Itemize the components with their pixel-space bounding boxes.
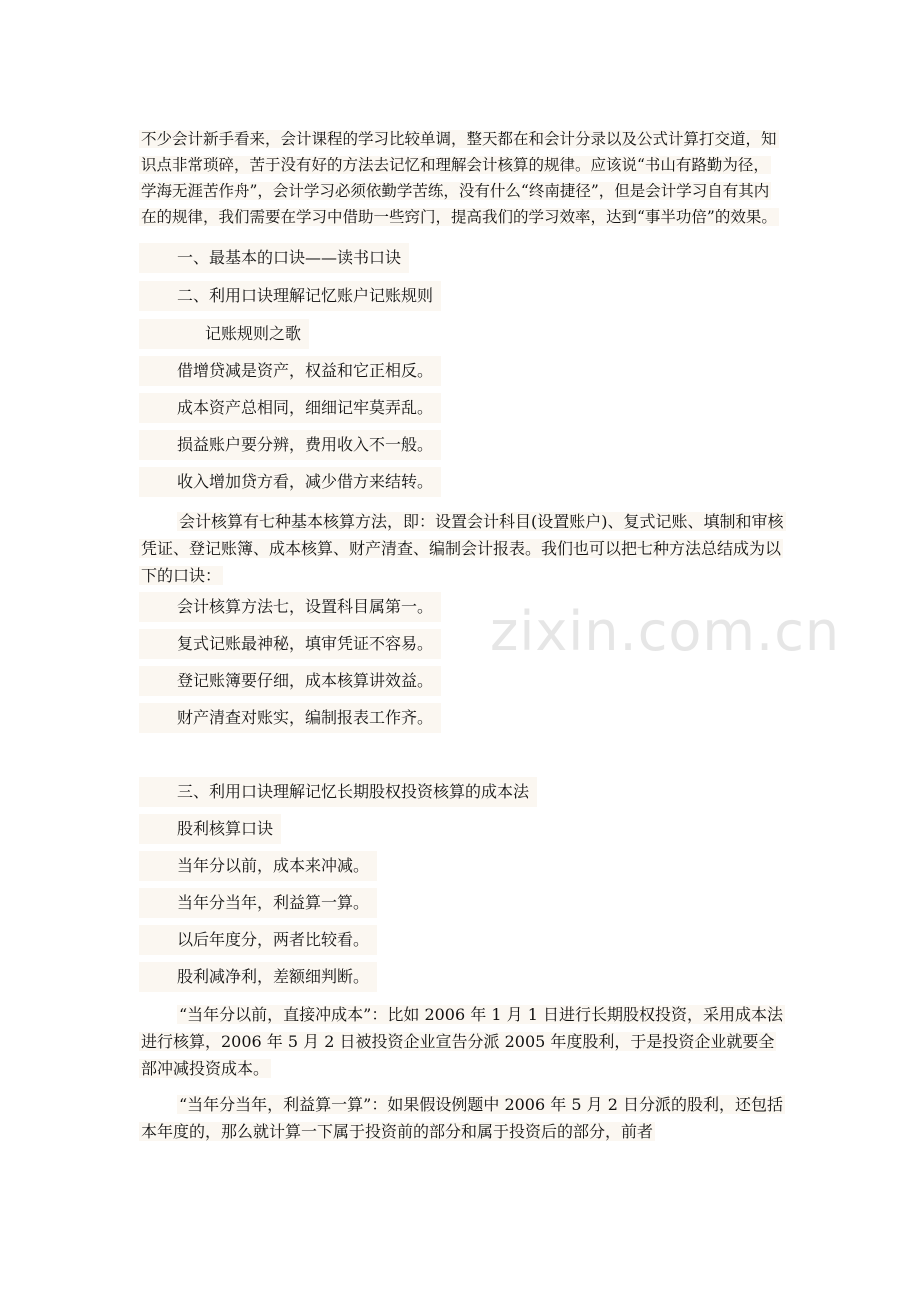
dividend-line: 股利减净利，差额细判断。 bbox=[139, 962, 377, 992]
heading-2: 二、利用口诀理解记忆账户记账规则 bbox=[139, 281, 441, 311]
example-paragraph-a bbox=[139, 1001, 784, 1082]
song-line: 损益账户要分辨，费用收入不一般。 bbox=[139, 430, 441, 460]
dividend-line: 当年分以前，成本来冲减。 bbox=[139, 851, 377, 881]
intro-paragraph bbox=[139, 126, 784, 230]
method-line: 登记账簿要仔细，成本核算讲效益。 bbox=[139, 666, 441, 696]
method-line: 复式记账最神秘，填审凭证不容易。 bbox=[139, 629, 441, 659]
example-paragraph-b bbox=[139, 1091, 784, 1145]
song-line: 收入增加贷方看，减少借方来结转。 bbox=[139, 467, 441, 497]
example-text-b: “当年分当年，利益算一算”：如果假设例题中 2006 年 5 月 2 日分派的股利，还包括本年度的，那么就计算一下属于投资前的部分和属于投资后的部分，前者 bbox=[141, 1095, 783, 1141]
dividend-title: 股利核算口诀 bbox=[139, 814, 281, 844]
methods-text: 会计核算有七种基本核算方法，即：设置会计科目(设置账户)、复式记账、填制和审核凭证、登记账簿、成本核算、财产清查、编制会计报表。我们也可以把七种方法总结成为以下的口诀： bbox=[141, 512, 784, 585]
watermark: zixin.com.cn bbox=[490, 600, 841, 663]
song-line: 成本资产总相同，细细记牢莫弄乱。 bbox=[139, 393, 441, 423]
example-text-a: “当年分以前，直接冲成本”：比如 2006 年 1 月 1 日进行长期股权投资，采用成本法进行核算，2006 年 5 月 2 日被投资企业宣告分派 2005 年度股利，于是投资企业就要全部冲减投资成本。 bbox=[141, 1005, 783, 1078]
methods-paragraph bbox=[139, 508, 784, 589]
dividend-line: 当年分当年，利益算一算。 bbox=[139, 888, 377, 918]
dividend-line: 以后年度分，两者比较看。 bbox=[139, 925, 377, 955]
heading-3: 三、利用口诀理解记忆长期股权投资核算的成本法 bbox=[139, 777, 537, 807]
method-line: 财产清查对账实，编制报表工作齐。 bbox=[139, 703, 441, 733]
song-line: 借增贷减是资产，权益和它正相反。 bbox=[139, 356, 441, 386]
intro-text: 不少会计新手看来，会计课程的学习比较单调，整天都在和会计分录以及公式计算打交道，知识点非常琐碎，苦于没有好的方法去记忆和理解会计核算的规律。应该说“书山有路勤为径，学海无涯苦作舟”，会计学习必须依勤学苦练，没有什么“终南捷径”，但是会计学习自有其内在的规律，我们需要在学习中借助一些窍门，提高我们的学习效率，达到“事半功倍”的效果。 bbox=[141, 130, 777, 226]
method-line: 会计核算方法七，设置科目属第一。 bbox=[139, 592, 441, 622]
heading-1: 一、最基本的口诀——读书口诀 bbox=[139, 243, 409, 273]
song-title: 记账规则之歌 bbox=[139, 319, 309, 349]
